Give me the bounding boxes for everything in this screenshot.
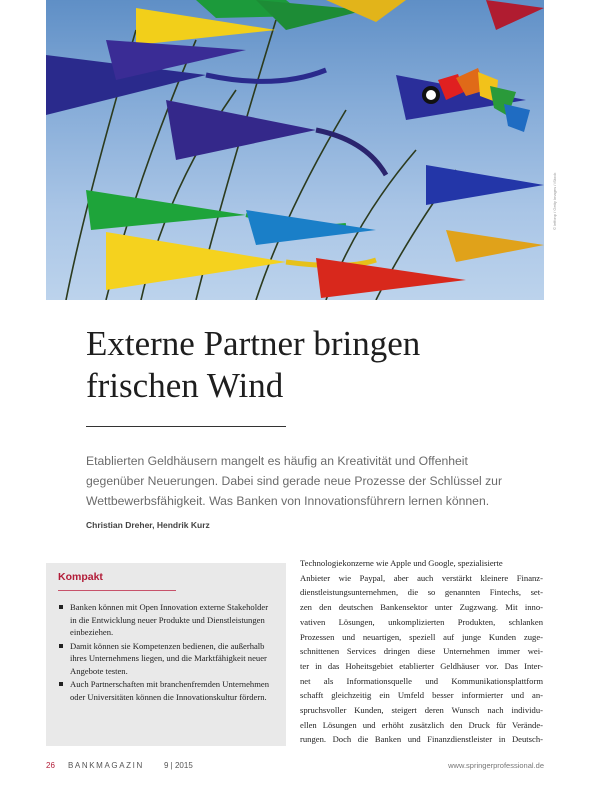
compact-item-text: Auch Partnerschaften mit branchenfremden Unternehmen oder Universitäten können die Innovationskultur fördern. (70, 679, 270, 702)
page-number: 26 (46, 761, 55, 770)
body-line: vativen Lösungen, unkomplizierten Produkten, schlanken (300, 616, 543, 627)
compact-item-text: Banken können mit Open Innovation externe Stakeholder in die Entwicklung neuer Produkte und Dienstleistungen einbeziehen. (70, 602, 269, 637)
page-footer (46, 761, 544, 775)
body-line: rungen. Doch die Banken und Finanzdienstleister in Deutsch- (300, 734, 543, 745)
article-title (86, 323, 546, 407)
body-line: zen den deutschen Bankensektor unter Zugzwang. Mit inno- (300, 602, 543, 613)
kite-banners-illustration (46, 0, 544, 300)
compact-list (58, 601, 276, 704)
compact-item (58, 678, 276, 703)
body-line: ter in das Hoheitsgebiet etablierter Geldhäuser vor. Das Inter- (300, 660, 543, 671)
compact-item (58, 601, 276, 639)
issue-number: 9 | 2015 (164, 761, 193, 770)
body-line: Prozessen und neuartigen, speziell auf junge Kunden zuge- (300, 631, 543, 642)
square-bullet-icon (59, 605, 63, 609)
body-line: schafft gleichzeitig ein Umfeld besser informierter und an- (300, 690, 543, 701)
body-line: spruchsvoller Kunden, steigert deren Wunsch nach individu- (300, 705, 543, 716)
square-bullet-icon (59, 682, 63, 686)
square-bullet-icon (59, 644, 63, 648)
compact-summary-box (46, 563, 286, 746)
compact-heading: Kompakt (58, 571, 103, 583)
photo-credit: © leffonp / Getty Images / iStock (552, 172, 557, 230)
compact-item (58, 640, 276, 678)
article-lead: Etablierten Geldhäusern mangelt es häufig an Kreativität und Offenheit gegenüber Neuerungen. Dabei sind gerade neue Prozesse der Schlüssel zur Wettbewerbsfähigkeit. Was Banken von Innovationsführern lernen können. (86, 454, 502, 508)
body-line: dienstleistungsunternehmen, die so genannten Fintechs, set- (300, 587, 543, 598)
body-line: schnittenen Services dringen diese Unternehmen immer wei- (300, 646, 543, 657)
website-link[interactable]: www.springerprofessional.de (448, 761, 544, 770)
article-authors: Christian Dreher, Hendrik Kurz (86, 520, 210, 530)
compact-item-text: Damit können sie Kompetenzen bedienen, die außerhalb ihres Unternehmens liegen, und die Marktfähigkeit neuer Angebote testen. (70, 640, 267, 676)
body-line: net als Informationsquelle und Kommunikationsplattform (300, 675, 543, 686)
hero-photo (46, 0, 544, 300)
magazine-name: BANKMAGAZIN (68, 761, 144, 770)
body-line: ellen Lösungen und erhöht zusätzlich den Druck für Verände- (300, 719, 543, 730)
article-body (300, 556, 543, 747)
body-line: Anbieter wie Paypal, aber auch verstärkt kleinere Finanz- (300, 572, 543, 583)
body-line: Technologiekonzerne wie Apple und Google, spezialisierte (300, 558, 503, 568)
article-title-line2: frischen Wind (86, 366, 284, 405)
title-divider (86, 426, 286, 427)
compact-divider (58, 590, 176, 591)
article-title-line1: Externe Partner bringen (86, 324, 421, 363)
